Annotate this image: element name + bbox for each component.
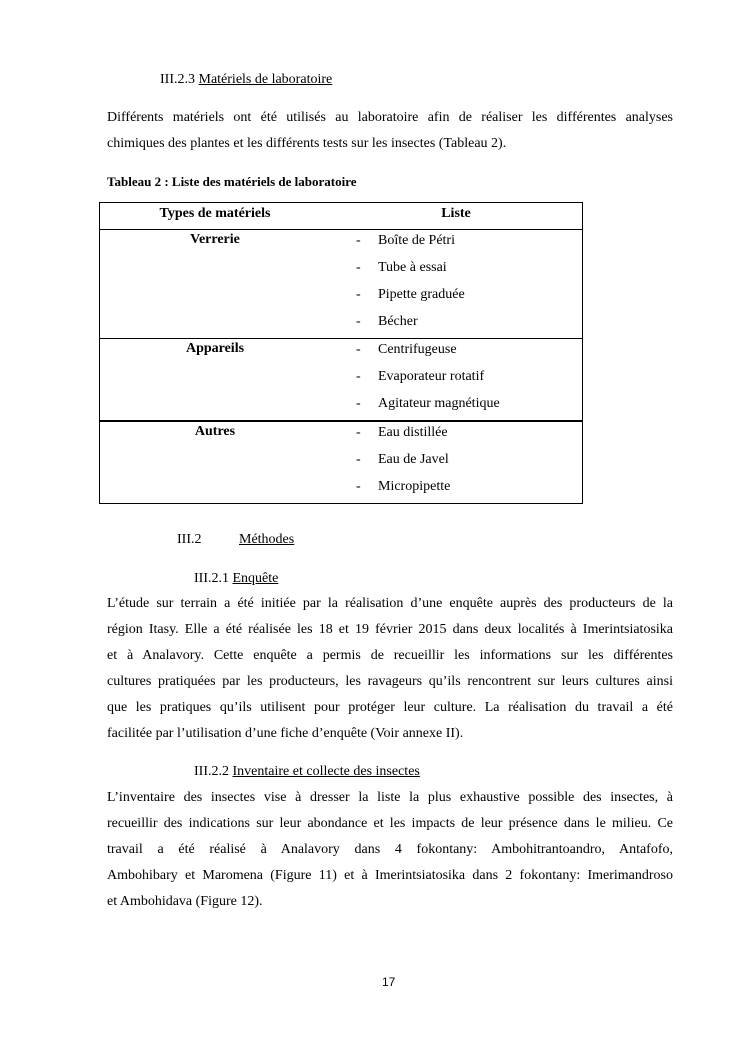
table-row <box>100 339 583 422</box>
list-verrerie <box>330 230 583 339</box>
intro-line-2: chimiques des plantes et les différents tests sur les insectes (Tableau 2). <box>107 136 507 151</box>
heading-number: III.2.3 <box>160 72 195 87</box>
table-caption: Tableau 2 : Liste des matériels de laboratoire <box>107 174 357 189</box>
enquete-line-4: cultures pratiquées par les producteurs, les ravageurs qu’ils rencontrent sur leurs cultures ainsi <box>107 674 673 689</box>
list-item: - Bécher <box>356 314 418 329</box>
table-row <box>100 230 583 339</box>
enquete-line-3: et à Analavory. Cette enquête a permis de recueillir les informations sur les différentes <box>107 648 673 663</box>
heading-number: III.2.2 <box>194 764 229 779</box>
heading-title: Matériels de laboratoire <box>198 72 333 87</box>
heading-number: III.2.1 <box>194 571 229 586</box>
list-item: - Boîte de Pétri <box>356 233 455 248</box>
heading-title: Enquête <box>232 571 279 586</box>
list-autres <box>330 421 583 504</box>
enquete-line-6: facilitée par l’utilisation d’une fiche d’enquête (Voir annexe II). <box>107 726 464 741</box>
table-header-list: Liste <box>441 206 471 221</box>
table-header-row <box>100 203 583 230</box>
list-item: - Pipette graduée <box>356 287 465 302</box>
enquete-line-5: que les pratiques qu’ils utilisent pour protéger leur culture. La réalisation du travail a été <box>107 700 673 715</box>
list-item: - Evaporateur rotatif <box>356 369 485 384</box>
enquete-line-2: région Itasy. Elle a été réalisée les 18 et 19 février 2015 dans deux localités à Imerintsiatosika <box>107 622 673 637</box>
intro-line-1: Différents matériels ont été utilisés au laboratoire afin de réaliser les différentes analyses <box>107 110 673 125</box>
heading-number: III.2 <box>177 532 202 547</box>
heading-iii-2-2 <box>194 763 420 781</box>
heading-iii-2 <box>177 531 202 549</box>
page-number: 17 <box>382 975 396 989</box>
list-item: - Eau de Javel <box>356 452 449 467</box>
enquete-line-1: L’étude sur terrain a été initiée par la réalisation d’une enquête auprès des producteurs de la <box>107 596 673 611</box>
table-header-type: Types de matériels <box>159 206 271 221</box>
heading-title: Inventaire et collecte des insectes <box>232 764 420 779</box>
list-item: - Agitateur magnétique <box>356 396 500 411</box>
inventaire-line-1: L’inventaire des insectes vise à dresser la liste la plus exhaustive possible des insectes, à <box>107 790 673 805</box>
heading-title-methodes: Méthodes <box>239 532 295 547</box>
inventaire-line-5: et Ambohidava (Figure 12). <box>107 894 263 909</box>
list-item: - Centrifugeuse <box>356 342 457 357</box>
materials-table <box>99 202 583 504</box>
list-item: - Micropipette <box>356 479 451 494</box>
type-autres: Autres <box>100 421 331 504</box>
table-row <box>100 421 583 504</box>
type-appareils: Appareils <box>100 339 331 422</box>
list-item: - Eau distillée <box>356 425 448 440</box>
list-item: - Tube à essai <box>356 260 447 275</box>
heading-iii-2-1 <box>194 570 278 588</box>
list-appareils <box>330 339 583 422</box>
inventaire-line-3: travail a été réalisé à Analavory dans 4 fokontany: Ambohitrantoandro, Antafofo, <box>107 842 673 857</box>
inventaire-line-4: Ambohibary et Maromena (Figure 11) et à Imerintsiatosika dans 2 fokontany: Imerimandroso <box>107 868 673 883</box>
heading-iii-2-3 <box>160 71 332 89</box>
type-verrerie: Verrerie <box>100 230 331 339</box>
inventaire-line-2: recueillir des indications sur leur abondance et les impacts de leur présence dans le milieu. Ce <box>107 816 673 831</box>
